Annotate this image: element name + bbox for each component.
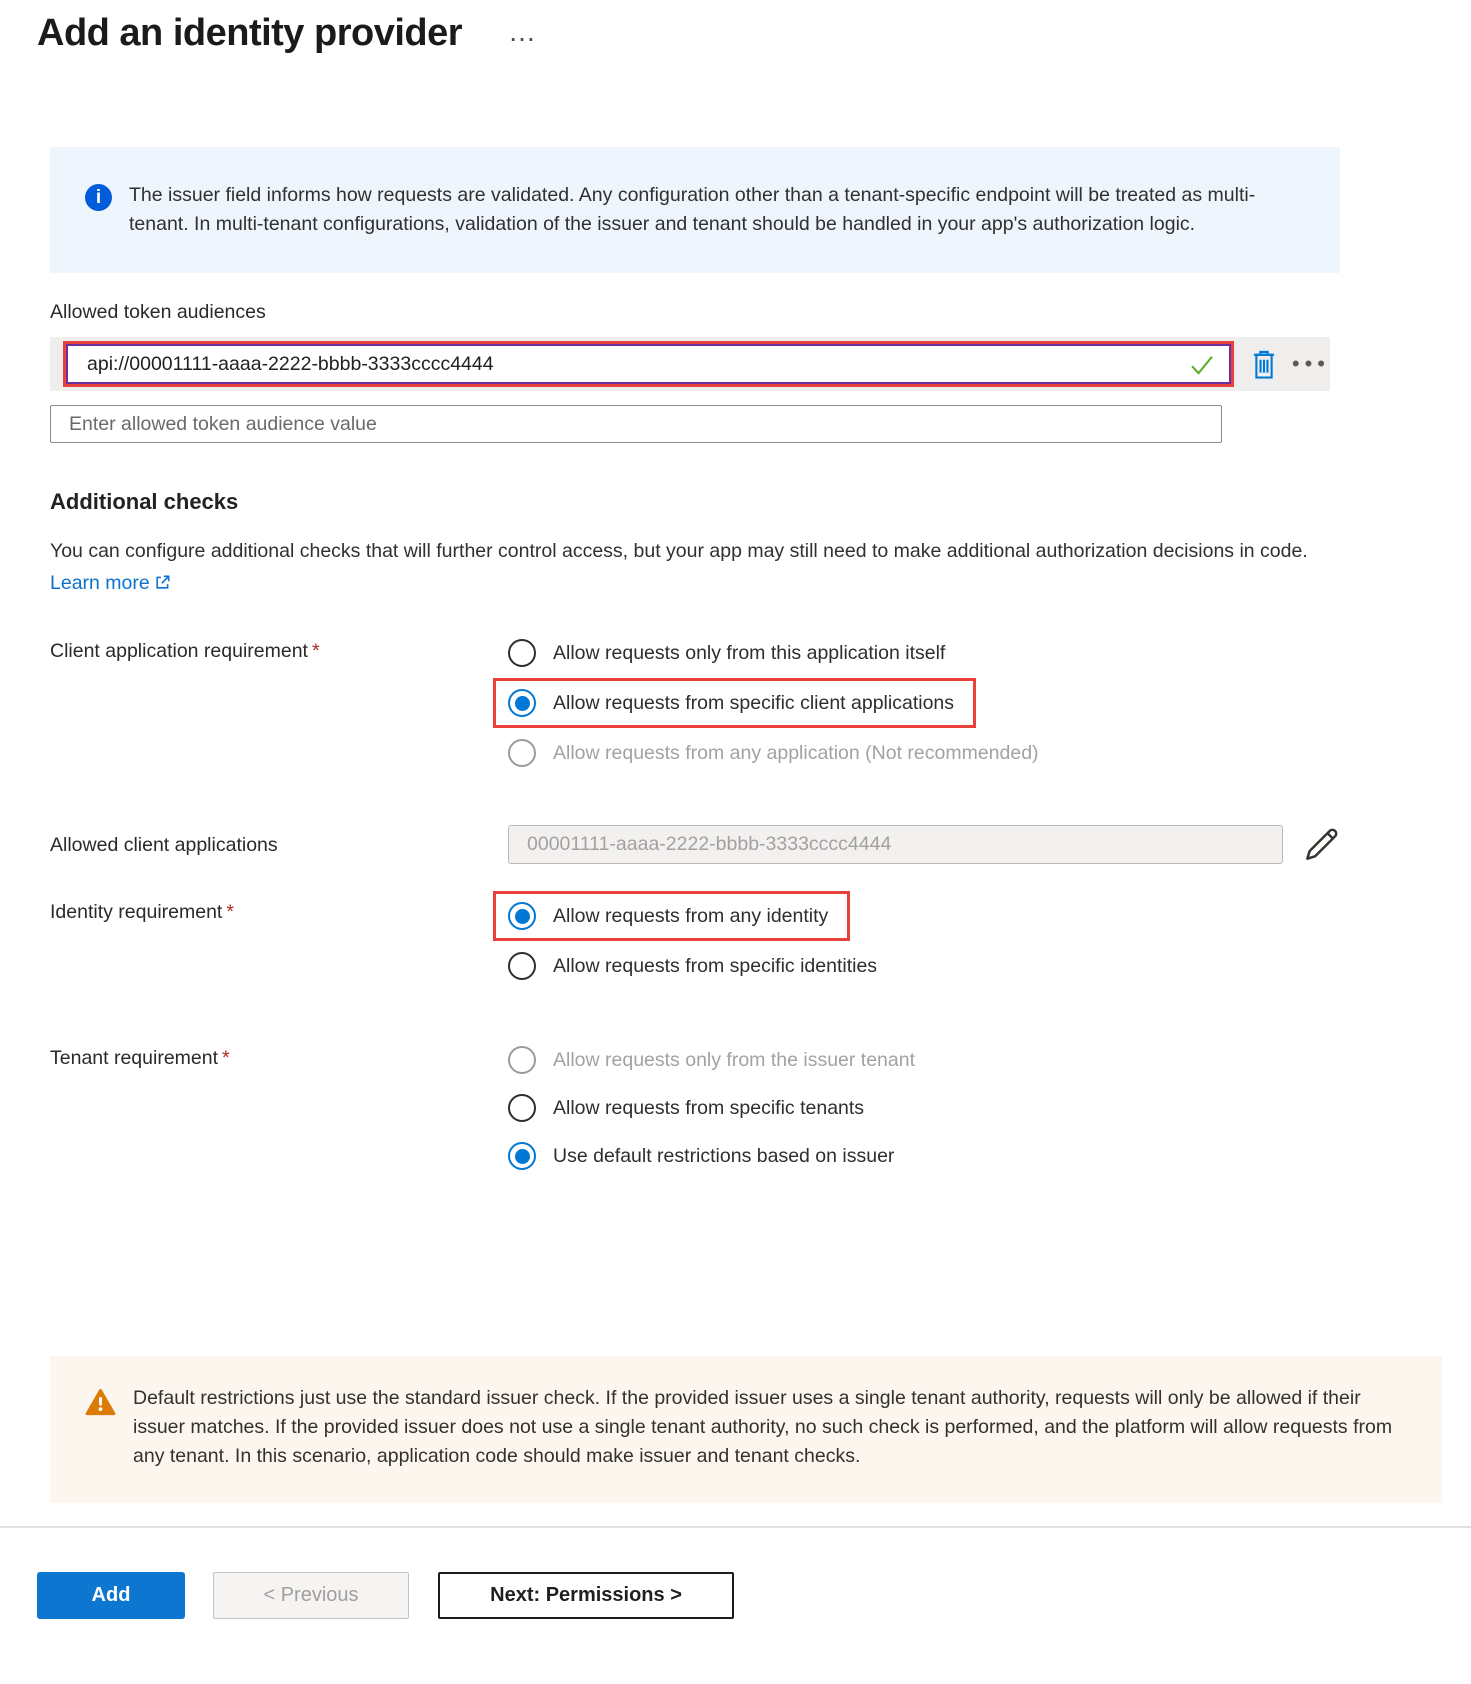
page-title: Add an identity provider (37, 12, 463, 54)
add-button[interactable]: Add (37, 1572, 185, 1619)
identity-requirement-options (508, 890, 1471, 990)
previous-button[interactable]: < Previous (213, 1572, 409, 1619)
required-asterisk: * (222, 1047, 230, 1069)
identity-requirement-label: Identity requirement * (50, 901, 234, 923)
radio-disabled-icon (508, 1046, 536, 1074)
page-header (37, 0, 1471, 55)
token-more-options-icon[interactable]: ••• (1291, 351, 1330, 376)
token-audience-highlight-box (63, 341, 1234, 387)
footer-divider (0, 1526, 1471, 1528)
token-audience-focus-border (66, 344, 1231, 384)
radio-icon[interactable] (508, 639, 536, 667)
footer-actions (37, 1572, 1471, 1619)
warning-banner (50, 1356, 1442, 1503)
token-audience-row (50, 337, 1330, 391)
info-icon: i (85, 184, 112, 211)
radio-option-any-application: Allow requests from any application (Not recommended) (508, 729, 1471, 777)
external-link-icon (154, 574, 171, 596)
radio-option-specific-identities[interactable]: Allow requests from specific identities (508, 942, 1471, 990)
radio-option-issuer-tenant: Allow requests only from the issuer tenant (508, 1036, 1471, 1084)
allowed-client-applications-label: Allowed client applications (50, 834, 278, 856)
tenant-requirement-label: Tenant requirement * (50, 1047, 230, 1069)
page-more-options-icon[interactable]: … (508, 16, 539, 47)
required-asterisk: * (226, 901, 234, 923)
next-permissions-button[interactable]: Next: Permissions > (438, 1572, 734, 1619)
tenant-requirement-options (508, 1036, 1471, 1180)
info-banner (50, 147, 1340, 273)
new-token-audience-input[interactable] (50, 405, 1222, 443)
radio-option-any-identity[interactable]: Allow requests from any identity (508, 894, 828, 938)
additional-checks-description-text: You can configure additional checks that will further control access, but your app may still need to make additional authorization decisions in code. (50, 540, 1308, 562)
delete-icon[interactable] (1249, 348, 1279, 380)
radio-option-default-restrictions[interactable]: Use default restrictions based on issuer (508, 1132, 1471, 1180)
additional-checks-description (50, 535, 1310, 601)
radio-icon[interactable] (508, 952, 536, 980)
allowed-client-applications-control (508, 823, 1471, 864)
edit-pencil-icon[interactable] (1301, 824, 1343, 864)
highlight-box-specific-client-apps (493, 678, 976, 728)
client-application-requirement-options (508, 629, 1471, 777)
radio-option-app-itself[interactable]: Allow requests only from this application itself (508, 629, 1471, 677)
required-asterisk: * (311, 640, 320, 662)
token-audience-input[interactable] (68, 346, 1229, 382)
allowed-client-applications-input (508, 825, 1283, 864)
highlight-box-any-identity (493, 891, 850, 941)
radio-option-specific-tenants[interactable]: Allow requests from specific tenants (508, 1084, 1471, 1132)
client-application-requirement-row (50, 629, 1471, 777)
allowed-token-audiences-label: Allowed token audiences (50, 301, 266, 323)
info-banner-text: The issuer field informs how requests are validated. Any configuration other than a tenant-specific endpoint will be treated as multi-tenant. In multi-tenant configurations, validation of the issuer and tenant should be handled in your app's authorization logic. (129, 184, 1256, 235)
client-application-requirement-label: Client application requirement * (50, 640, 320, 662)
radio-selected-icon[interactable] (508, 902, 536, 930)
radio-selected-icon[interactable] (508, 689, 536, 717)
identity-requirement-row (50, 890, 1471, 990)
warning-banner-text: Default restrictions just use the standard issuer check. If the provided issuer uses a single tenant authority, requests will only be allowed if their issuer matches. If the provided issuer does not use a single tenant authority, no such check is performed, and the platform will allow requests from any tenant. In this scenario, application code should make issuer and tenant checks. (133, 1387, 1393, 1467)
additional-checks-heading: Additional checks (50, 489, 239, 514)
radio-option-specific-client-apps[interactable]: Allow requests from specific client applications (508, 681, 954, 725)
radio-selected-icon[interactable] (508, 1142, 536, 1170)
allowed-client-applications-row (50, 823, 1471, 864)
tenant-requirement-row (50, 1036, 1471, 1180)
warning-icon (85, 1388, 116, 1471)
radio-disabled-icon (508, 739, 536, 767)
radio-icon[interactable] (508, 1094, 536, 1122)
valid-checkmark-icon (1188, 352, 1216, 383)
learn-more-link[interactable]: Learn more (50, 572, 171, 594)
